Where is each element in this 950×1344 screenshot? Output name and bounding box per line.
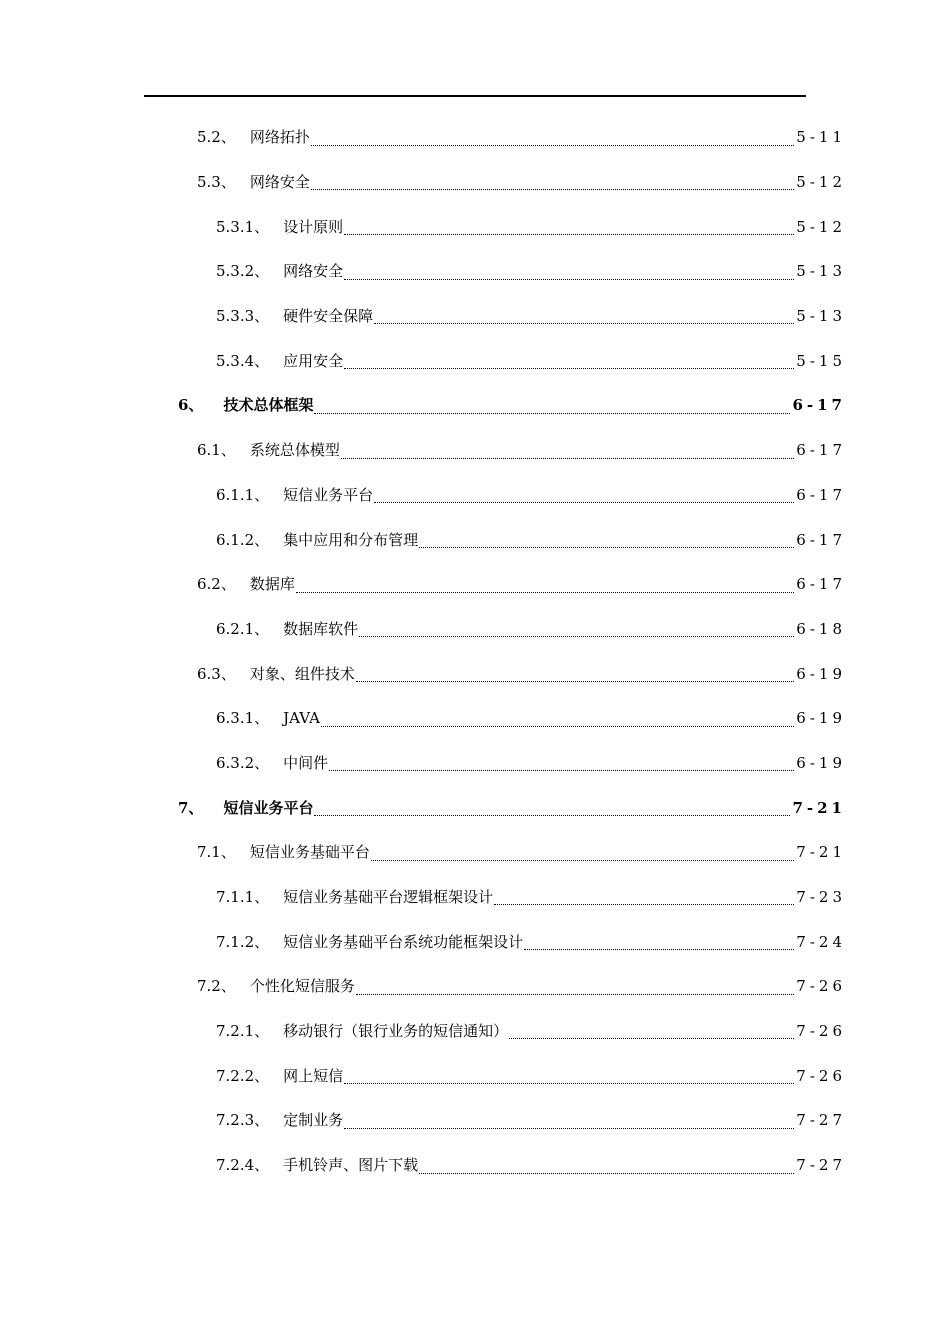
toc-entry[interactable] [0,1053,950,1098]
toc-entry-number: 6、 [178,396,204,415]
toc-entry-number: 6.1.1、 [216,485,270,504]
toc-entry-number: 7.1.1、 [216,888,270,907]
toc-entry-page: 5-15 [796,351,846,370]
dot-leader [356,681,794,682]
toc-entry[interactable] [0,1143,950,1188]
toc-entry-number: 6.3.1、 [216,709,270,728]
toc-entry[interactable] [0,517,950,562]
toc-entry[interactable] [0,741,950,786]
toc-entry-page: 5-12 [796,217,846,236]
dot-leader [344,1083,794,1084]
toc-entry-title: 短信业务基础平台 [249,843,370,862]
toc-entry-page: 7-27 [796,1156,846,1175]
toc-entry[interactable] [0,249,950,294]
toc-entry-number: 7.2.4、 [216,1156,270,1175]
dot-leader [311,145,794,146]
toc-entry-page: 6-19 [796,753,846,772]
table-of-contents [0,115,950,1188]
dot-leader [314,815,790,816]
toc-entry-number: 5.2、 [197,128,236,147]
toc-entry-page: 6-17 [792,396,846,415]
toc-entry[interactable] [0,338,950,383]
toc-entry[interactable] [0,160,950,205]
toc-entry-title: JAVA [283,709,320,728]
dot-leader [494,904,794,905]
toc-entry-number: 7.2.1、 [216,1022,270,1041]
toc-entry[interactable] [0,785,950,830]
toc-entry-title: 数据库 [249,575,295,594]
toc-entry-page: 5-12 [796,173,846,192]
dot-leader [314,413,790,414]
toc-entry-title: 设计原则 [283,217,344,236]
dot-leader [329,770,794,771]
toc-entry-page: 7-26 [796,1022,846,1041]
toc-entry-title: 中间件 [283,753,329,772]
toc-entry[interactable] [0,919,950,964]
toc-entry[interactable] [0,1009,950,1054]
toc-entry[interactable] [0,696,950,741]
toc-entry[interactable] [0,383,950,428]
toc-entry-page: 5-11 [796,128,846,147]
dot-leader [374,502,794,503]
toc-entry-title: 手机铃声、图片下载 [283,1156,419,1175]
toc-entry-title: 网络安全 [283,262,344,281]
toc-entry[interactable] [0,428,950,473]
dot-leader [509,1038,794,1039]
dot-leader [311,189,794,190]
dot-leader [344,234,794,235]
toc-entry[interactable] [0,115,950,160]
toc-entry-page: 5-13 [796,307,846,326]
toc-entry-page: 5-13 [796,262,846,281]
dot-leader [359,636,794,637]
toc-entry-number: 5.3.3、 [216,307,270,326]
toc-entry-page: 7-21 [796,843,846,862]
toc-entry-title: 短信业务平台 [223,798,314,817]
toc-entry[interactable] [0,562,950,607]
toc-entry-page: 7-26 [796,1066,846,1085]
toc-entry[interactable] [0,204,950,249]
toc-entry-number: 6.1、 [197,441,236,460]
toc-entry[interactable] [0,1098,950,1143]
toc-entry-number: 7.2.3、 [216,1111,270,1130]
toc-entry[interactable] [0,875,950,920]
dot-leader [341,458,794,459]
toc-entry[interactable] [0,651,950,696]
dot-leader [321,726,794,727]
dot-leader [524,949,794,950]
toc-entry-page: 7-27 [796,1111,846,1130]
toc-entry-page: 7-21 [792,798,846,817]
toc-entry-number: 5.3、 [197,173,236,192]
toc-entry-number: 6.1.2、 [216,530,270,549]
toc-entry[interactable] [0,607,950,652]
toc-entry-title: 应用安全 [283,351,344,370]
toc-entry-title: 短信业务平台 [283,485,374,504]
toc-entry-title: 数据库软件 [283,619,359,638]
toc-entry-title: 集中应用和分布管理 [283,530,419,549]
toc-entry-page: 6-19 [796,664,846,683]
toc-entry-number: 6.3.2、 [216,753,270,772]
toc-entry-page: 6-17 [796,530,846,549]
toc-entry-title: 短信业务基础平台逻辑框架设计 [283,888,494,907]
toc-entry-page: 6-17 [796,441,846,460]
toc-entry-number: 5.3.4、 [216,351,270,370]
toc-entry[interactable] [0,830,950,875]
toc-entry[interactable] [0,294,950,339]
toc-entry-title: 技术总体框架 [223,396,314,415]
toc-entry-number: 7、 [178,798,204,817]
toc-entry-page: 6-19 [796,709,846,728]
dot-leader [356,994,794,995]
toc-entry-number: 6.2.1、 [216,619,270,638]
dot-leader [344,368,794,369]
toc-entry[interactable] [0,473,950,518]
toc-entry-number: 6.2、 [197,575,236,594]
header-rule [144,95,806,97]
dot-leader [371,860,794,861]
toc-entry[interactable] [0,964,950,1009]
toc-entry-number: 5.3.1、 [216,217,270,236]
toc-entry-title: 网络拓扑 [249,128,310,147]
toc-entry-title: 移动银行（银行业务的短信通知） [283,1022,509,1041]
toc-entry-number: 7.1、 [197,843,236,862]
toc-entry-page: 7-23 [796,888,846,907]
toc-entry-number: 7.2.2、 [216,1066,270,1085]
toc-entry-page: 6-17 [796,485,846,504]
toc-entry-title: 对象、组件技术 [249,664,355,683]
toc-entry-title: 系统总体模型 [249,441,340,460]
toc-entry-page: 6-17 [796,575,846,594]
dot-leader [344,279,794,280]
toc-entry-title: 定制业务 [283,1111,344,1130]
toc-entry-page: 7-24 [796,932,846,951]
toc-entry-title: 短信业务基础平台系统功能框架设计 [283,932,524,951]
dot-leader [419,547,794,548]
toc-entry-title: 硬件安全保障 [283,307,374,326]
toc-entry-title: 个性化短信服务 [249,977,355,996]
dot-leader [374,323,794,324]
dot-leader [344,1128,794,1129]
toc-entry-number: 6.3、 [197,664,236,683]
toc-entry-number: 7.2、 [197,977,236,996]
dot-leader [296,592,794,593]
toc-entry-page: 6-18 [796,619,846,638]
toc-entry-title: 网上短信 [283,1066,344,1085]
toc-entry-number: 5.3.2、 [216,262,270,281]
dot-leader [419,1173,794,1174]
toc-entry-title: 网络安全 [249,173,310,192]
toc-entry-page: 7-26 [796,977,846,996]
toc-entry-number: 7.1.2、 [216,932,270,951]
